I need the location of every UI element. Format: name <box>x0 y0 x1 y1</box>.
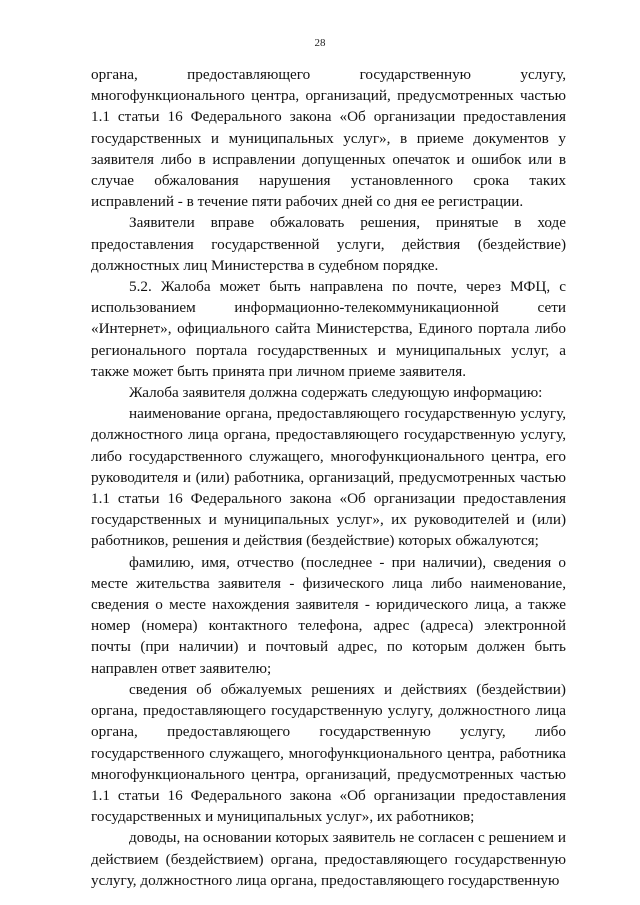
paragraph-continuation: органа, предоставляющего государственную услугу, многофункционального центра, организаций, предусмотренных частью 1.1 статьи 16 Федерального закона «Об организации предоставления государственных и муниципальных услуг», в приеме документов у заявителя либо в исправлении допущенных опечаток и ошибок или в случае обжалования нарушения установленного срока таких исправлений - в течение пяти рабочих дней со дня ее регистрации. <box>91 66 566 211</box>
paragraph-item-appealed-decisions: сведения об обжалуемых решениях и действиях (бездействии) органа, предоставляющего государственную услугу, должностного лица органа, предоставляющего государственную услугу, либо государственного служащего, многофункционального центра, работника многофункционального центра, организаций, предусмотренных частью 1.1 статьи 16 Федерального закона «Об организации предоставления государственных и муниципальных услуг», их работников; <box>91 680 566 826</box>
paragraph-item-applicant-details: фамилию, имя, отчество (последнее - при наличии), сведения о месте жительства заявителя - физического лица либо наименование, сведения о месте нахождения заявителя - юридического лица, а также номер (номера) контактного телефона, адрес (адреса) электронной почты (при наличии) и почтовый адрес, по которым должен быть направлен ответ заявителю; <box>91 553 566 677</box>
paragraph-complaint-contents-intro: Жалоба заявителя должна содержать следующую информацию: <box>129 384 543 402</box>
paragraph-judicial-appeal: Заявители вправе обжаловать решения, принятые в ходе предоставления государственной услуги, действия (бездействие) должностных лиц Министерства в судебном порядке. <box>91 214 566 274</box>
document-body <box>91 64 566 891</box>
paragraph-item-authority-name: наименование органа, предоставляющего государственную услугу, должностного лица органа, предоставляющего государственную услугу, либо государственного служащего, многофункционального центра, его руководителя и (или) работника, организаций, предусмотренных частью 1.1 статьи 16 Федерального закона «Об организации предоставления государственных и муниципальных услуг», их руководителей и (или) работников, решения и действия (бездействие) которых обжалуются; <box>91 405 566 550</box>
page-number: 28 <box>314 37 326 49</box>
paragraph-5-2-complaint-channels: 5.2. Жалоба может быть направлена по почте, через МФЦ, с использованием информационно-телекоммуникационной сети «Интернет», официального сайта Министерства, Единого портала либо регионального портала государственных и муниципальных услуг, а также может быть принята при личном приеме заявителя. <box>91 278 566 380</box>
paragraph-item-arguments: доводы, на основании которых заявитель не согласен с решением и действием (бездействием) органа, предоставляющего государственную услугу, должностного лица органа, предоставляющего государственную <box>91 829 566 889</box>
